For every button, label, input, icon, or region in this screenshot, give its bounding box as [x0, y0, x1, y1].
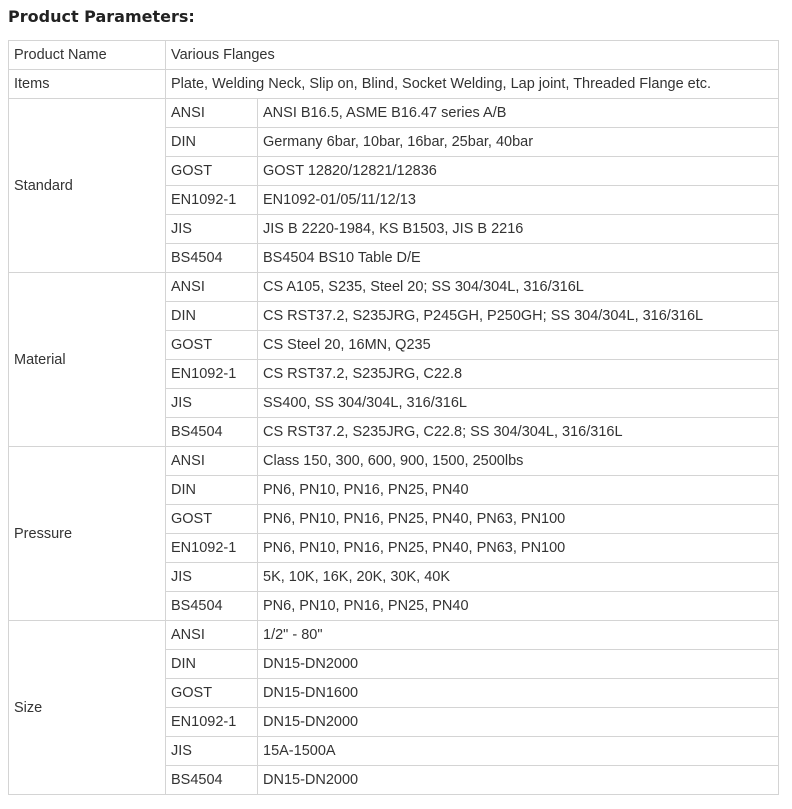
- standard-cell: BS4504: [166, 766, 258, 795]
- standard-cell: GOST: [166, 679, 258, 708]
- standard-cell: ANSI: [166, 99, 258, 128]
- value-cell: CS RST37.2, S235JRG, C22.8: [258, 360, 779, 389]
- table-row: [9, 41, 779, 70]
- value-cell: CS RST37.2, S235JRG, C22.8; SS 304/304L, 316/316L: [258, 418, 779, 447]
- table-row: [9, 273, 779, 302]
- standard-cell: BS4504: [166, 418, 258, 447]
- standard-cell: BS4504: [166, 244, 258, 273]
- value-cell: 1/2" - 80": [258, 621, 779, 650]
- value-cell: 15A-1500A: [258, 737, 779, 766]
- standard-cell: EN1092-1: [166, 708, 258, 737]
- standard-cell: DIN: [166, 476, 258, 505]
- standard-cell: EN1092-1: [166, 186, 258, 215]
- row-value: Various Flanges: [166, 41, 779, 70]
- standard-cell: JIS: [166, 215, 258, 244]
- value-cell: PN6, PN10, PN16, PN25, PN40: [258, 476, 779, 505]
- table-row: [9, 621, 779, 650]
- value-cell: ANSI B16.5, ASME B16.47 series A/B: [258, 99, 779, 128]
- value-cell: JIS B 2220-1984, KS B1503, JIS B 2216: [258, 215, 779, 244]
- group-label: Standard: [9, 99, 166, 273]
- table-body: [9, 41, 779, 795]
- table-row: [9, 70, 779, 99]
- group-label: Material: [9, 273, 166, 447]
- standard-cell: ANSI: [166, 621, 258, 650]
- standard-cell: GOST: [166, 157, 258, 186]
- row-label: Product Name: [9, 41, 166, 70]
- row-label: Items: [9, 70, 166, 99]
- standard-cell: JIS: [166, 563, 258, 592]
- value-cell: CS A105, S235, Steel 20; SS 304/304L, 316/316L: [258, 273, 779, 302]
- group-label: Pressure: [9, 447, 166, 621]
- standard-cell: DIN: [166, 650, 258, 679]
- value-cell: DN15-DN2000: [258, 650, 779, 679]
- row-value: Plate, Welding Neck, Slip on, Blind, Socket Welding, Lap joint, Threaded Flange etc.: [166, 70, 779, 99]
- value-cell: CS RST37.2, S235JRG, P245GH, P250GH; SS 304/304L, 316/316L: [258, 302, 779, 331]
- standard-cell: GOST: [166, 331, 258, 360]
- value-cell: PN6, PN10, PN16, PN25, PN40: [258, 592, 779, 621]
- standard-cell: JIS: [166, 737, 258, 766]
- value-cell: Germany 6bar, 10bar, 16bar, 25bar, 40bar: [258, 128, 779, 157]
- page-title: Product Parameters:: [8, 7, 195, 26]
- group-label: Size: [9, 621, 166, 795]
- standard-cell: BS4504: [166, 592, 258, 621]
- value-cell: EN1092-01/05/11/12/13: [258, 186, 779, 215]
- value-cell: 5K, 10K, 16K, 20K, 30K, 40K: [258, 563, 779, 592]
- value-cell: PN6, PN10, PN16, PN25, PN40, PN63, PN100: [258, 534, 779, 563]
- value-cell: SS400, SS 304/304L, 316/316L: [258, 389, 779, 418]
- value-cell: PN6, PN10, PN16, PN25, PN40, PN63, PN100: [258, 505, 779, 534]
- value-cell: Class 150, 300, 600, 900, 1500, 2500lbs: [258, 447, 779, 476]
- value-cell: DN15-DN2000: [258, 766, 779, 795]
- standard-cell: ANSI: [166, 447, 258, 476]
- standard-cell: EN1092-1: [166, 360, 258, 389]
- value-cell: CS Steel 20, 16MN, Q235: [258, 331, 779, 360]
- table-row: [9, 447, 779, 476]
- value-cell: BS4504 BS10 Table D/E: [258, 244, 779, 273]
- standard-cell: DIN: [166, 302, 258, 331]
- standard-cell: JIS: [166, 389, 258, 418]
- value-cell: DN15-DN1600: [258, 679, 779, 708]
- table-row: [9, 99, 779, 128]
- standard-cell: ANSI: [166, 273, 258, 302]
- standard-cell: DIN: [166, 128, 258, 157]
- value-cell: DN15-DN2000: [258, 708, 779, 737]
- product-parameters-table: [8, 40, 779, 795]
- value-cell: GOST 12820/12821/12836: [258, 157, 779, 186]
- standard-cell: EN1092-1: [166, 534, 258, 563]
- standard-cell: GOST: [166, 505, 258, 534]
